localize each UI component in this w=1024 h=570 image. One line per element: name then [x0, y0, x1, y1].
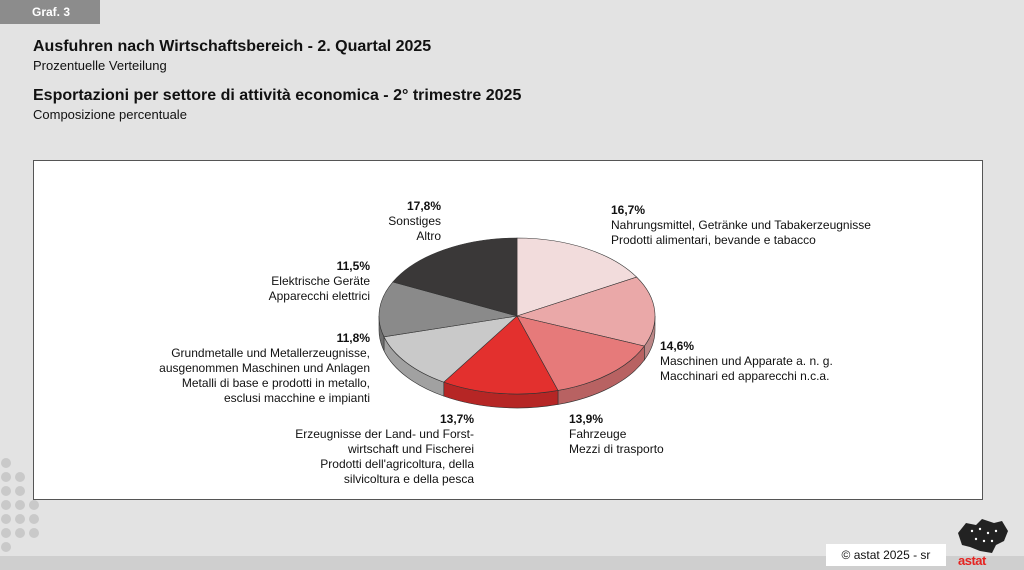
- astat-logo-text: astat: [958, 553, 986, 568]
- label-food: 16,7% Nahrungsmittel, Getränke und Tabakerzeugnisse Prodotti alimentari, bevande e tabacco: [611, 203, 871, 247]
- label-electrical: 11,5% Elektrische Geräte Apparecchi elettrici: [268, 259, 370, 303]
- subtitle-de: Prozentuelle Verteilung: [33, 58, 167, 73]
- label-other: 17,8% Sonstiges Altro: [388, 199, 441, 243]
- chart-panel: [33, 160, 983, 500]
- title-it: Esportazioni per settore di attività economica - 2° trimestre 2025: [33, 87, 522, 104]
- astat-logo-map: [952, 515, 1012, 557]
- graph-number-tag: Graf. 3: [0, 0, 100, 24]
- subtitle-it: Composizione percentuale: [33, 107, 187, 122]
- title-de: Ausfuhren nach Wirtschaftsbereich - 2. Quartal 2025: [33, 38, 432, 55]
- label-vehicles: 13,9% Fahrzeuge Mezzi di trasporto: [569, 412, 664, 456]
- label-machinery: 14,6% Maschinen und Apparate a. n. g. Macchinari ed apparecchi n.c.a.: [660, 339, 833, 383]
- copyright: © astat 2025 - sr: [826, 544, 946, 566]
- label-agriculture: 13,7% Erzeugnisse der Land- und Forst- wirtschaft und Fischerei Prodotti dell'agricoltura, della silvicoltura e della pesca: [295, 412, 474, 486]
- label-metals: 11,8% Grundmetalle und Metallerzeugnisse, ausgenommen Maschinen und Anlagen Metalli di base e prodotti in metallo, esclusi macchine e impianti: [159, 331, 370, 405]
- decorative-dots: [0, 455, 50, 555]
